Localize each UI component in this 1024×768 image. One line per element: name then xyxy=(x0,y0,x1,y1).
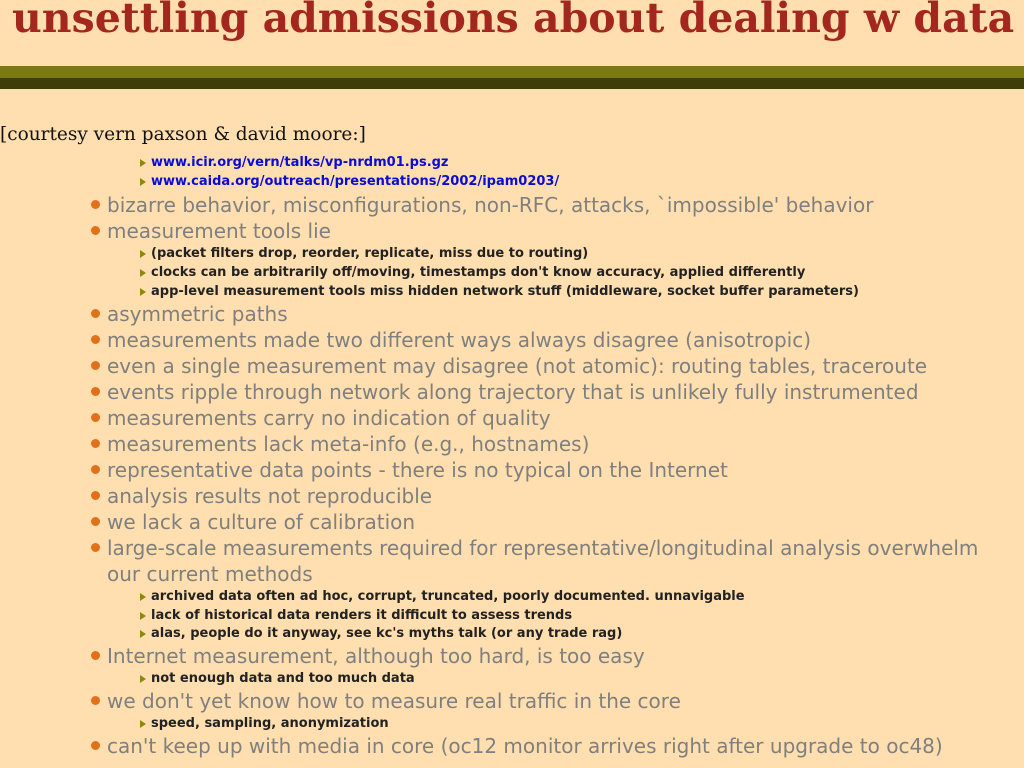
list-item-text: we lack a culture of calibration xyxy=(107,510,416,534)
triangle-bullet-icon xyxy=(140,178,146,186)
circle-bullet-icon xyxy=(91,465,100,474)
triangle-bullet-icon xyxy=(140,288,146,296)
list-item-text: asymmetric paths xyxy=(107,302,288,326)
list-item-text: representative data points - there is no typical on the Internet xyxy=(107,458,728,482)
list-item-text: measurements made two different ways always disagree (anisotropic) xyxy=(107,328,811,352)
circle-bullet-icon xyxy=(91,651,100,660)
list-item-text: bizarre behavior, misconfigurations, non-RFC, attacks, `impossible' behavior xyxy=(107,193,874,217)
list-item-text: analysis results not reproducible xyxy=(107,484,433,508)
circle-bullet-icon xyxy=(91,517,100,526)
circle-bullet-icon xyxy=(91,335,100,344)
list-item-text: Internet measurement, although too hard, is too easy xyxy=(107,644,645,668)
sub-item-text: app-level measurement tools miss hidden network stuff (middleware, socket buffer parameters) xyxy=(151,284,859,299)
circle-bullet-icon xyxy=(91,200,100,209)
circle-bullet-icon xyxy=(91,741,100,750)
circle-bullet-icon xyxy=(91,413,100,422)
circle-bullet-icon xyxy=(91,387,100,396)
triangle-bullet-icon xyxy=(140,675,146,683)
circle-bullet-icon xyxy=(91,491,100,500)
list-item-text: events ripple through network along trajectory that is unlikely fully instrumented xyxy=(107,380,919,404)
circle-bullet-icon xyxy=(91,439,100,448)
link-text[interactable]: www.icir.org/vern/talks/vp-nrdm01.ps.gz xyxy=(151,155,449,170)
triangle-bullet-icon xyxy=(140,612,146,620)
triangle-bullet-icon xyxy=(140,720,146,728)
slide-title: unsettling admissions about dealing w data xyxy=(12,0,1015,42)
list-item-text: measurements lack meta-info (e.g., hostnames) xyxy=(107,432,590,456)
sub-item-text: clocks can be arbitrarily off/moving, timestamps don't know accuracy, applied differently xyxy=(151,265,806,280)
title-rule-top xyxy=(0,66,1024,78)
list-item-text: measurement tools lie xyxy=(107,219,331,243)
list-item-text: large-scale measurements required for representative/longitudinal analysis overwhelm xyxy=(107,536,979,560)
title-rule-bottom xyxy=(0,78,1024,89)
sub-item-text: lack of historical data renders it difficult to assess trends xyxy=(151,608,573,623)
triangle-bullet-icon xyxy=(140,593,146,601)
circle-bullet-icon xyxy=(91,696,100,705)
circle-bullet-icon xyxy=(91,226,100,235)
sub-item-text: not enough data and too much data xyxy=(151,671,415,686)
sub-item-text: speed, sampling, anonymization xyxy=(151,716,389,731)
triangle-bullet-icon xyxy=(140,269,146,277)
triangle-bullet-icon xyxy=(140,159,146,167)
list-item-text: we don't yet know how to measure real traffic in the core xyxy=(107,689,681,713)
link-text[interactable]: www.caida.org/outreach/presentations/2002/ipam0203/ xyxy=(151,174,560,189)
sub-item-text: (packet filters drop, reorder, replicate, miss due to routing) xyxy=(151,246,589,261)
circle-bullet-icon xyxy=(91,543,100,552)
triangle-bullet-icon xyxy=(140,250,146,258)
list-item-text: can't keep up with media in core (oc12 monitor arrives right after upgrade to oc48) xyxy=(107,734,943,758)
sub-item-text: archived data often ad hoc, corrupt, truncated, poorly documented. unnavigable xyxy=(151,589,745,604)
circle-bullet-icon xyxy=(91,361,100,370)
triangle-bullet-icon xyxy=(140,630,146,638)
list-item-text: measurements carry no indication of quality xyxy=(107,406,551,430)
list-item-text: our current methods xyxy=(107,562,313,586)
credit-line: [courtesy vern paxson & david moore:] xyxy=(0,124,366,145)
sub-item-text: alas, people do it anyway, see kc's myths talk (or any trade rag) xyxy=(151,626,623,641)
circle-bullet-icon xyxy=(91,309,100,318)
list-item-text: even a single measurement may disagree (not atomic): routing tables, traceroute xyxy=(107,354,928,378)
